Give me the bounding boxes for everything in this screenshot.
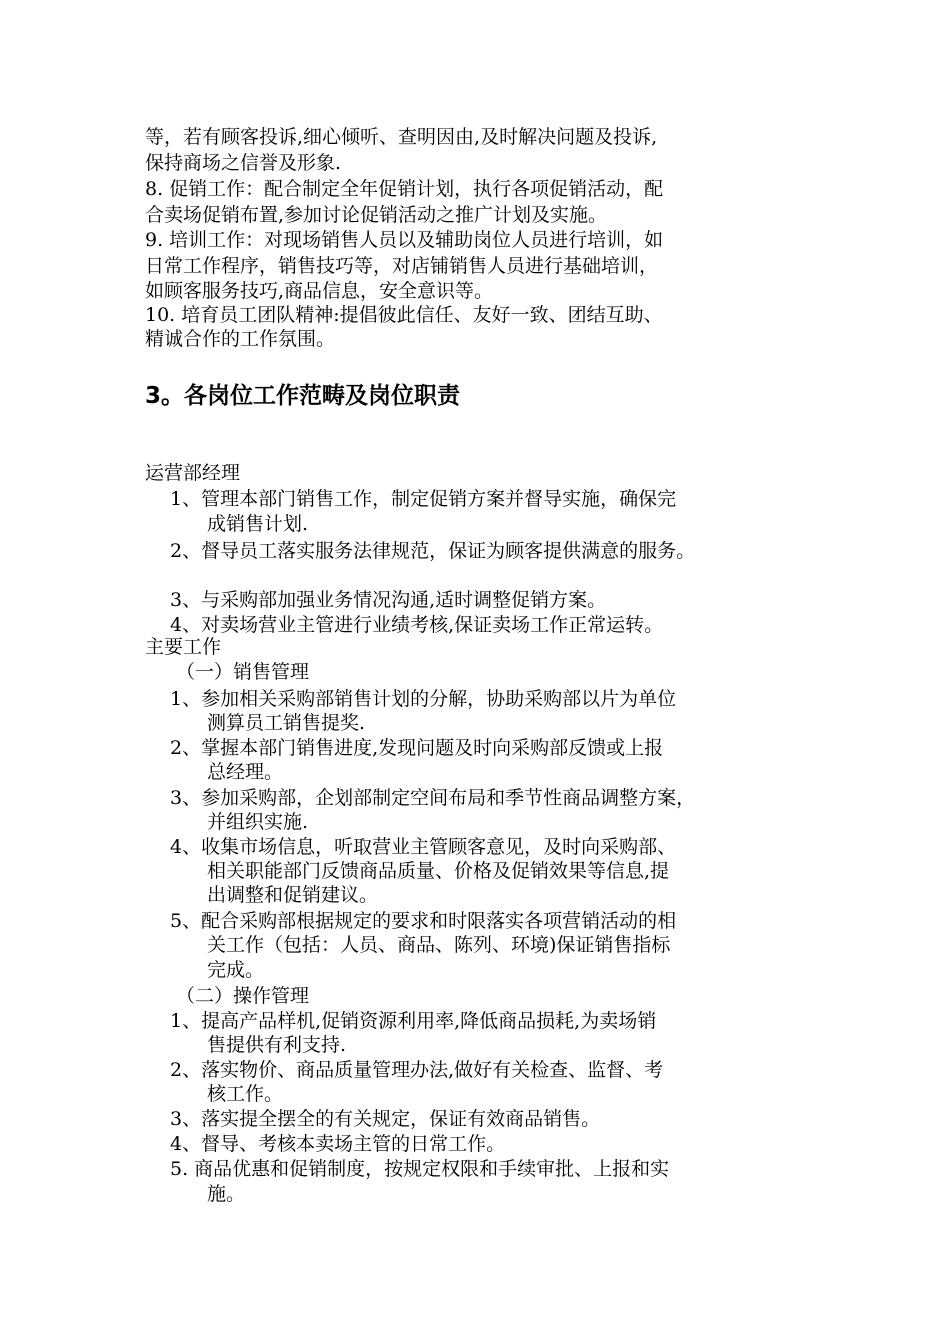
list-item: 4、督导、考核本卖场主管的日常工作。 [170, 1133, 506, 1155]
list-item-continuation: 相关职能部门反馈商品质量、价格及促销效果等信息,提 [207, 860, 670, 882]
list-item: 1、提高产品样机,促销资源利用率,降低商品损耗,为卖场销 [170, 1010, 657, 1032]
duty-item: 4、对卖场营业主管进行业绩考核,保证卖场工作正常运转。 [170, 614, 664, 636]
list-item: 2、落实物价、商品质量管理办法,做好有关检查、监督、考 [170, 1059, 664, 1081]
intro-line: 8. 促销工作：配合制定全年促销计划，执行各项促销活动，配 [145, 178, 664, 200]
group-title: （一）销售管理 [176, 661, 310, 683]
list-item-continuation: 核工作。 [207, 1083, 284, 1105]
list-item: 2、掌握本部门销售进度,发现问题及时向采购部反馈或上报 [170, 737, 664, 759]
role-title: 运营部经理 [145, 462, 241, 484]
list-item: 3、参加采购部，企划部制定空间布局和季节性商品调整方案， [170, 787, 696, 809]
intro-line: 保持商场之信誉及形象. [145, 152, 342, 174]
duty-item: 1、管理本部门销售工作，制定促销方案并督导实施，确保完 [170, 488, 677, 510]
section-heading: 3。各岗位工作范畴及岗位职责 [145, 383, 461, 409]
list-item-continuation: 并组织实施. [207, 811, 309, 833]
intro-line: 日常工作程序，销售技巧等，对店铺销售人员进行基础培训， [145, 255, 659, 277]
duty-item: 3、与采购部加强业务情况沟通,适时调整促销方案。 [170, 589, 607, 611]
duty-item: 2、督导员工落实服务法律规范，保证为顾客提供满意的服务。 [170, 540, 696, 562]
main-work-label: 主要工作 [145, 636, 222, 658]
intro-line: 9. 培训工作：对现场销售人员以及辅助岗位人员进行培训，如 [145, 229, 664, 251]
list-item: 5. 商品优惠和促销制度，按规定权限和手续审批、上报和实 [170, 1158, 670, 1180]
duty-item-continuation: 成销售计划. [207, 513, 309, 535]
group-title: （二）操作管理 [176, 985, 310, 1007]
list-item-continuation: 关工作（包括：人员、商品、陈列、环境)保证销售指标 [207, 934, 671, 956]
list-item: 3、落实提全摆全的有关规定，保证有效商品销售。 [170, 1108, 601, 1130]
list-item: 5、配合采购部根据规定的要求和时限落实各项营销活动的相 [170, 910, 677, 932]
intro-line: 合卖场促销布置,参加讨论促销活动之推广计划及实施。 [145, 204, 608, 226]
list-item-continuation: 售提供有利支持. [207, 1034, 347, 1056]
intro-line: 精诚合作的工作氛围。 [145, 328, 336, 350]
list-item-continuation: 完成。 [207, 959, 265, 981]
list-item-continuation: 总经理。 [207, 761, 284, 783]
list-item-continuation: 施。 [207, 1183, 246, 1205]
list-item-continuation: 测算员工销售提奖. [207, 712, 366, 734]
intro-line: 等，若有顾客投诉,细心倾听、查明因由,及时解决问题及投诉, [145, 126, 658, 148]
list-item-continuation: 出调整和促销建议。 [207, 884, 379, 906]
intro-line: 如顾客服务技巧,商品信息，安全意识等。 [145, 280, 494, 302]
list-item: 1、参加相关采购部销售计划的分解，协助采购部以片为单位 [170, 688, 677, 710]
intro-line: 10. 培育员工团队精神:提倡彼此信任、友好一致、团结互助、 [145, 304, 663, 326]
list-item: 4、收集市场信息，听取营业主管顾客意见，及时向采购部、 [170, 836, 677, 858]
